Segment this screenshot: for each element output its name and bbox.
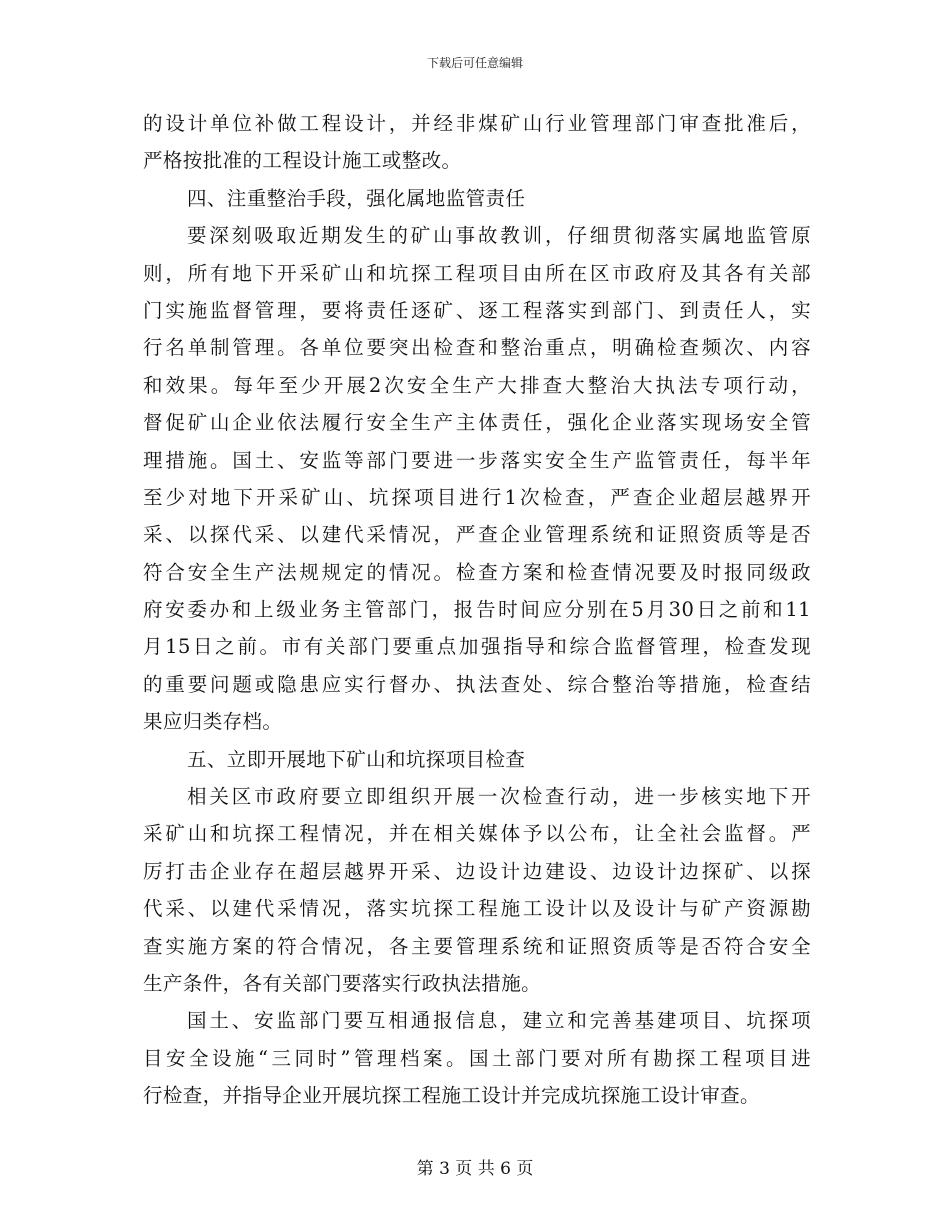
paragraph-line: 采、以探代采、以建代采情况，严查企业管理系统和证照资质等是否 (143, 523, 811, 547)
paragraph-line: 查实施方案的符合情况，各主要管理系统和证照资质等是否符合安全 (143, 934, 811, 958)
paragraph-line: 符合安全生产法规规定的情况。检查方案和检查情况要及时报同级政 (143, 560, 811, 584)
paragraph-line: 相关区市政府要立即组织开展一次检查行动，进一步核实地下开 (187, 785, 811, 809)
page-footer: 第 3 页 共 6 页 (416, 1159, 534, 1179)
paragraph-line: 行名单制管理。各单位要突出检查和整治重点，明确检查频次、内容 (143, 336, 811, 360)
paragraph-line: 至少对地下开采矿山、坑探项目进行1次检查，严查企业超层越界开 (143, 485, 811, 509)
paragraph-line: 要深刻吸取近期发生的矿山事故教训，仔细贯彻落实属地监管原 (187, 224, 811, 248)
section-heading: 五、立即开展地下矿山和坑探项目检查 (187, 747, 526, 771)
page-header: 下载后可任意编辑 (426, 56, 523, 70)
paragraph-line: 厉打击企业存在超层越界开采、边设计边建设、边设计边探矿、以探 (143, 859, 811, 883)
paragraph-line: 的重要问题或隐患应实行督办、执法查处、综合整治等措施，检查结 (143, 672, 811, 696)
paragraph-line: 严格按批准的工程设计施工或整改。 (143, 149, 462, 173)
section-heading: 四、注重整治手段，强化属地监管责任 (187, 186, 526, 210)
paragraph-line: 理措施。国土、安监等部门要进一步落实安全生产监管责任，每半年 (143, 448, 811, 472)
paragraph-line: 代采、以建代采情况，落实坑探工程施工设计以及设计与矿产资源勘 (143, 897, 811, 921)
paragraph-line: 生产条件，各有关部门要落实行政执法措施。 (143, 971, 542, 995)
paragraph-line: 目安全设施“三同时”管理档案。国土部门要对所有勘探工程项目进 (143, 1046, 811, 1070)
paragraph-line: 行检查，并指导企业开展坑探工程施工设计并完成坑探施工设计审查。 (143, 1084, 760, 1108)
paragraph-line: 果应归类存档。 (143, 710, 283, 734)
paragraph-line: 月15日之前。市有关部门要重点加强指导和综合监督管理，检查发现 (143, 635, 811, 659)
paragraph-line: 的设计单位补做工程设计，并经非煤矿山行业管理部门审查批准后， (143, 112, 811, 135)
paragraph-line: 督促矿山企业依法履行安全生产主体责任，强化企业落实现场安全管 (143, 411, 811, 435)
paragraph-line: 则，所有地下开采矿山和坑探工程项目由所在区市政府及其各有关部 (143, 261, 811, 285)
paragraph-line: 和效果。每年至少开展2次安全生产大排查大整治大执法专项行动， (143, 373, 811, 397)
document-body (143, 105, 811, 1115)
paragraph-line: 国土、安监部门要互相通报信息，建立和完善基建项目、坑探项 (187, 1009, 811, 1033)
paragraph-line: 采矿山和坑探工程情况，并在相关媒体予以公布，让全社会监督。严 (143, 822, 811, 846)
paragraph-line: 门实施监督管理，要将责任逐矿、逐工程落实到部门、到责任人，实 (143, 298, 811, 322)
paragraph-line: 府安委办和上级业务主管部门，报告时间应分别在5月30日之前和11 (143, 598, 811, 622)
